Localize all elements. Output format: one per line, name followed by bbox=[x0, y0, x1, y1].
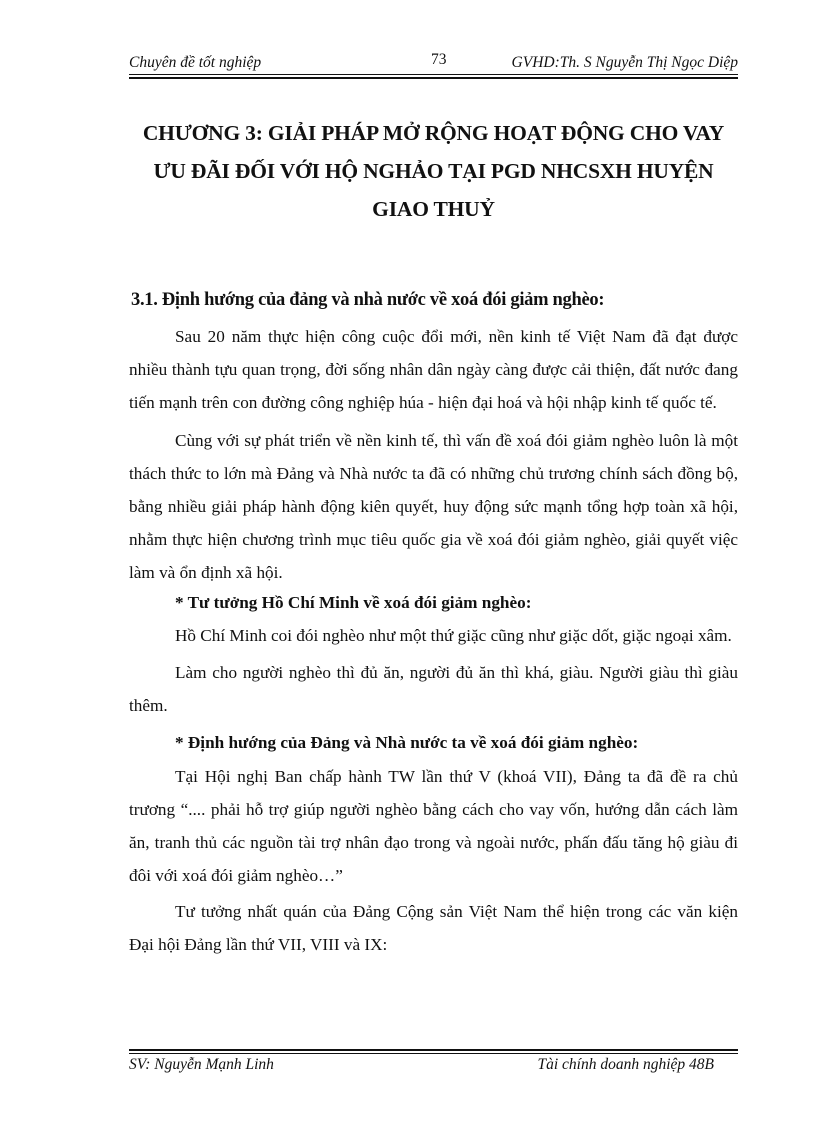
footer-rule-thick bbox=[129, 1049, 738, 1051]
page-footer bbox=[129, 1053, 738, 1077]
chapter-title-line-1: CHƯƠNG 3: GIẢI PHÁP MỞ RỘNG HOẠT ĐỘNG CHO VAY bbox=[142, 121, 725, 145]
paragraph-5: Tại Hội nghị Ban chấp hành TW lần thứ V (khoá VII), Đảng ta đã đề ra chủ trương “.... phải hỗ trợ giúp người nghèo bằng cách cho vay vốn, hướng dẫn cách làm ăn, tranh thủ các nguồn tài trợ nhân đạo trong và ngoài nước, phấn đấu tăng hộ giàu đi đôi với xoá đói giảm nghèo…” bbox=[129, 767, 738, 885]
header-document-type: Chuyên đề tốt nghiệp bbox=[129, 54, 262, 71]
paragraph-1: Sau 20 năm thực hiện công cuộc đổi mới, nền kinh tế Việt Nam đã đạt được nhiều thành tựu quan trọng, đời sống nhân dân ngày càng được cải thiện, đất nước đang tiến mạnh trên con đường công nghiệp húa - hiện đại hoá và hội nhập kinh tế quốc tế. bbox=[129, 327, 738, 412]
footer-student: SV: Nguyễn Mạnh Linh bbox=[129, 1056, 274, 1073]
subheading-party-orientation: * Định hướng của Đảng và Nhà nước ta về xoá đói giảm nghèo: bbox=[175, 733, 639, 752]
header-supervisor: GVHD:Th. S Nguyễn Thị Ngọc Diệp bbox=[511, 54, 738, 71]
subheading-ho-chi-minh: * Tư tưởng Hồ Chí Minh về xoá đói giảm nghèo: bbox=[175, 593, 532, 612]
header-rule-thin bbox=[129, 74, 738, 75]
paragraph-3: Hồ Chí Minh coi đói nghèo như một thứ giặc cũng như giặc dốt, giặc ngoại xâm. bbox=[175, 626, 732, 645]
page-header bbox=[129, 48, 738, 74]
paragraph-2: Cùng với sự phát triển về nền kinh tế, thì vấn đề xoá đói giảm nghèo luôn là một thách thức to lớn mà Đảng và Nhà nước ta đã có những chủ trương chính sách đồng bộ, bằng nhiều giải pháp hành động kiên quyết, huy động sức mạnh tổng hợp toàn xã hội, nhằm thực hiện chương trình mục tiêu quốc gia về xoá đói giảm nghèo, giải quyết việc làm và ổn định xã hội. bbox=[129, 431, 738, 582]
chapter-title-line-3: GIAO THUỶ bbox=[372, 197, 495, 221]
paragraph-4: Làm cho người nghèo thì đủ ăn, người đủ ăn thì khá, giàu. Người giàu thì giàu thêm. bbox=[129, 663, 738, 715]
paragraph-6: Tư tưởng nhất quán của Đảng Cộng sản Việt Nam thể hiện trong các văn kiện Đại hội Đảng lần thứ VII, VIII và IX: bbox=[129, 902, 738, 954]
chapter-title bbox=[129, 114, 738, 228]
chapter-title-line-2: ƯU ĐÃI ĐỐI VỚI HỘ NGHẢO TẠI PGD NHCSXH HUYỆN bbox=[153, 159, 714, 183]
section-heading: 3.1. Định hướng của đảng và nhà nước về xoá đói giảm nghèo: bbox=[131, 290, 605, 310]
page-number: 73 bbox=[431, 51, 447, 68]
footer-major: Tài chính doanh nghiệp 48B bbox=[537, 1056, 714, 1073]
header-rule-thick bbox=[129, 77, 738, 79]
